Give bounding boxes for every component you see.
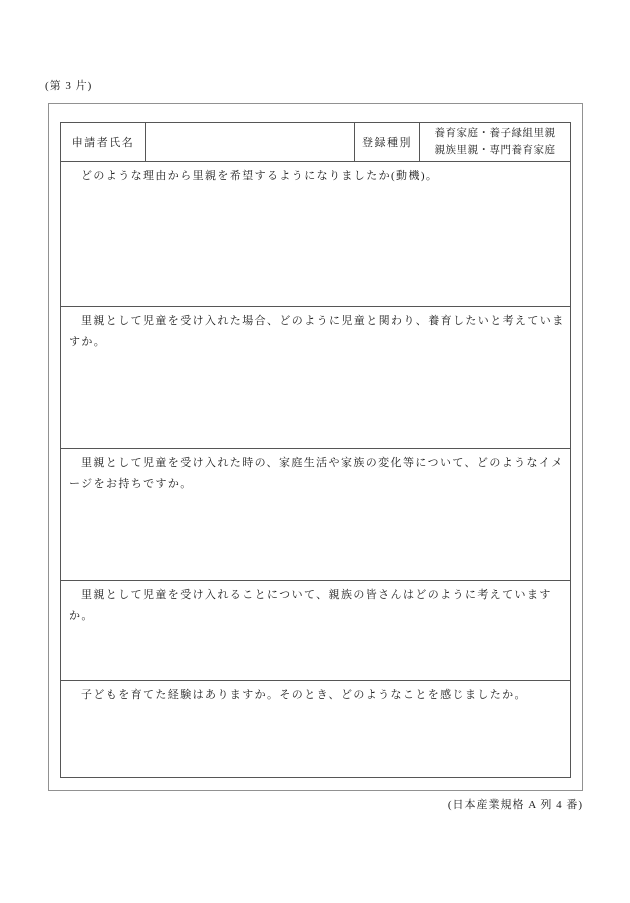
form-outer-border <box>48 103 583 791</box>
question-text-motivation: どのような理由から里親を希望するようになりましたか(動機)。 <box>81 170 439 182</box>
applicant-name-label: 申請者氏名 <box>61 123 146 161</box>
form-header-row <box>61 123 570 161</box>
question-section-care-approach <box>61 306 570 448</box>
application-form-table <box>60 122 571 778</box>
registration-type-option-line2: 親族里親・専門養育家庭 <box>434 145 556 156</box>
answer-area-parenting-experience[interactable] <box>61 706 570 777</box>
answer-area-care-approach[interactable] <box>61 353 570 448</box>
question-text-relatives-opinion: 里親として児童を受け入れることについて、親族の皆さんはどのように考えていますか。 <box>69 589 552 622</box>
applicant-name-field[interactable] <box>146 123 355 161</box>
registration-type-options <box>420 123 570 161</box>
sheet-number-label: (第 3 片) <box>45 80 93 92</box>
question-text-parenting-experience: 子どもを育てた経験はありますか。そのとき、どのようなことを感じましたか。 <box>81 689 527 701</box>
registration-type-label: 登録種別 <box>355 123 420 161</box>
question-section-parenting-experience <box>61 680 570 777</box>
paper-size-note: (日本産業規格 A 列 4 番) <box>447 799 583 811</box>
answer-area-motivation[interactable] <box>61 187 570 306</box>
question-text-family-change: 里親として児童を受け入れた時の、家庭生活や家族の変化等について、どのようなイメージをお持ちですか。 <box>69 457 564 490</box>
question-text-care-approach: 里親として児童を受け入れた場合、どのように児童と関わり、養育したいと考えていますか。 <box>69 315 565 348</box>
answer-area-relatives-opinion[interactable] <box>61 627 570 680</box>
question-section-motivation <box>61 161 570 306</box>
question-section-family-change <box>61 448 570 580</box>
registration-type-option-line1: 養育家庭・養子縁組里親 <box>434 128 556 139</box>
question-section-relatives-opinion <box>61 580 570 680</box>
answer-area-family-change[interactable] <box>61 495 570 580</box>
